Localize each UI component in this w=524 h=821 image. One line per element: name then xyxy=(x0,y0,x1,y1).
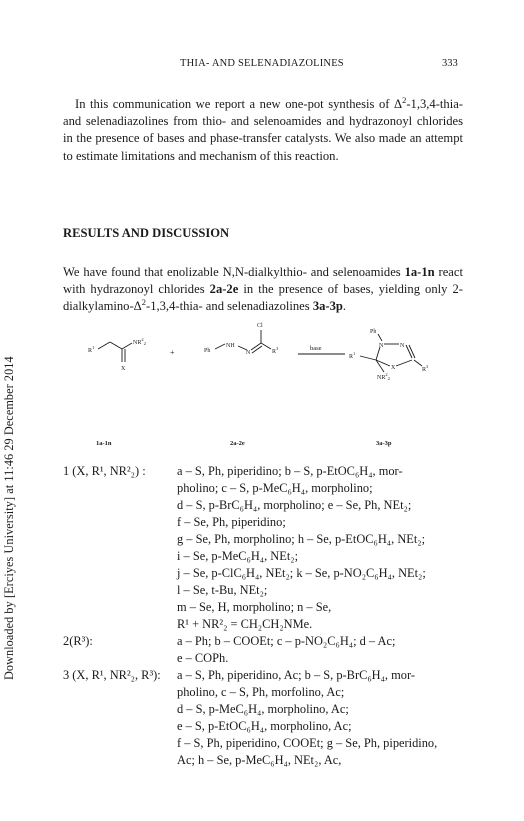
download-watermark xyxy=(2,160,16,680)
compound-label-1: 1a-1n xyxy=(96,440,112,447)
compound-definitions xyxy=(63,463,473,769)
definition-line: f – Se, Ph, piperidino; xyxy=(177,515,286,529)
download-watermark-text: Downloaded by [Erciyes University] at 11:46 29 December 2014 xyxy=(2,356,16,680)
n-label: N xyxy=(246,350,251,356)
results-text-3: in the presence of bases, yielding only 2-dialkylamino-Δ xyxy=(63,282,463,314)
results-text-2: react with hydrazonoyl chlorides xyxy=(63,265,463,297)
scheme-bonds xyxy=(98,330,422,372)
definition-items-1 xyxy=(177,463,473,633)
definition-line: R¹ + NR²₂ = CH₂CH₂NMe. xyxy=(177,617,313,631)
scheme-labels xyxy=(88,323,429,447)
definition-line: pholino; c – S, p-MeC₆H₄, morpholino; xyxy=(177,481,373,495)
r1-label: $R^1$ xyxy=(88,345,95,354)
compound-ref-3: 3a-3p xyxy=(312,299,343,314)
definition-group-1 xyxy=(63,463,473,633)
results-sup: 2 xyxy=(141,297,146,308)
page-number: 333 xyxy=(442,58,458,69)
definition-line: e – COPh. xyxy=(177,651,229,665)
definition-group-3 xyxy=(63,667,473,769)
definition-line: a – Ph; b – COOEt; c – p-NO₂C₆H₄; d – Ac; xyxy=(177,634,396,648)
intro-paragraph xyxy=(63,96,463,165)
definition-line: d – S, p-MeC₆H₄, morpholino, Ac; xyxy=(177,702,349,716)
intro-text-1: In this communication we report a new one-pot synthesis of Δ xyxy=(75,97,403,111)
product-n2-label: N xyxy=(400,343,405,349)
nh-label: NH xyxy=(226,343,235,349)
plus-sign: + xyxy=(170,348,175,357)
definition-items-3 xyxy=(177,667,473,769)
definition-items-2 xyxy=(177,633,473,667)
product-x-label: X xyxy=(391,365,396,371)
definition-line: f – S, Ph, piperidino, COOEt; g – Se, Ph, piperidino, xyxy=(177,736,438,750)
definition-line: a – S, Ph, piperidino, Ac; b – S, p-BrC₆H₄, mor- xyxy=(177,668,415,682)
results-text-4: -1,3,4-thia- and selenadiazolines xyxy=(146,299,313,314)
product-ph-label: Ph xyxy=(370,329,377,335)
product-nr2-label: $NR^2_2$ xyxy=(377,372,390,381)
compound-ref-2: 2a-2e xyxy=(209,282,239,297)
intro-text-2: -1,3,4-thia- and selenadiazolines from thio- and selenoamides and hydrazonoyl chlorides in the presence of bases and phase-transfer catalysts. We also made an attempt to estimate limitations and mechanism of this reaction. xyxy=(63,97,463,163)
definition-line: g – Se, Ph, morpholino; h – Se, p-EtOC₆H₄, NEt₂; xyxy=(177,532,426,546)
definition-line: a – S, Ph, piperidino; b – S, p-EtOC₆H₄, mor- xyxy=(177,464,403,478)
results-paragraph xyxy=(63,264,463,316)
definition-line: d – S, p-BrC₆H₄, morpholino; e – Se, Ph, NEt₂; xyxy=(177,498,412,512)
base-label: base xyxy=(310,345,322,352)
compound-label-3: 3a-3p xyxy=(376,440,392,447)
x-label: X xyxy=(121,366,126,372)
ph-label: Ph xyxy=(204,348,211,354)
intro-sup: 2 xyxy=(402,94,407,105)
definition-line: Ac; h – Se, p-MeC₆H₄, NEt₂, Ac, xyxy=(177,753,342,767)
definition-label-2: 2(R³): xyxy=(63,634,93,648)
definition-label-3: 3 (X, R¹, NR²₂, R³): xyxy=(63,668,161,682)
definition-line: j – Se, p-ClC₆H₄, NEt₂; k – Se, p-NO₂C₆H₄, NEt₂; xyxy=(177,566,426,580)
product-r3-label: $R^3$ xyxy=(422,364,429,373)
compound-label-2: 2a-2e xyxy=(230,440,245,447)
product-r1-label: $R^1$ xyxy=(349,351,356,360)
definition-line: l – Se, t-Bu, NEt₂; xyxy=(177,583,268,597)
definition-group-2 xyxy=(63,633,473,667)
results-text-1: We have found that enolizable N,N-dialkylthio- and selenoamides xyxy=(63,265,405,279)
nr2-label: $NR^2_2$ xyxy=(133,337,146,346)
definition-line: m – Se, H, morpholino; n – Se, xyxy=(177,600,332,614)
definition-line: e – S, p-EtOC₆H₄, morpholino, Ac; xyxy=(177,719,352,733)
definition-line: pholino, c – S, Ph, morfolino, Ac; xyxy=(177,685,345,699)
r3-label: $R^3$ xyxy=(272,346,279,355)
section-title: RESULTS AND DISCUSSION xyxy=(63,226,230,240)
definition-label-1: 1 (X, R¹, NR²₂) : xyxy=(63,464,146,478)
results-text-5: . xyxy=(342,299,347,314)
definition-line: i – Se, p-MeC₆H₄, NEt₂; xyxy=(177,549,299,563)
running-head: THIA- AND SELENADIAZOLINES xyxy=(180,58,344,69)
product-n1-label: N xyxy=(379,343,384,349)
compound-ref-1: 1a-1n xyxy=(404,265,435,279)
cl-label: Cl xyxy=(257,323,263,329)
reaction-scheme xyxy=(60,316,470,451)
